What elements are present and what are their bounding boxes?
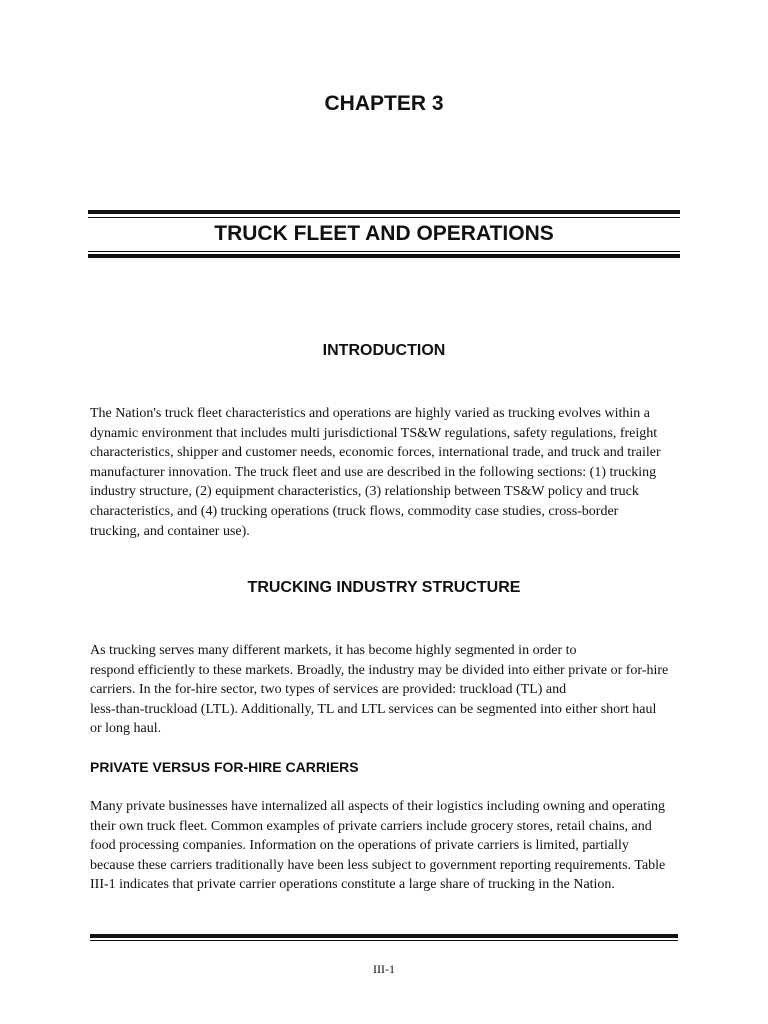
introduction-paragraph: [90, 404, 690, 541]
paragraph-line: As trucking serves many different markets, it has become highly segmented in order to: [90, 643, 577, 658]
footer-rule-thin: [90, 940, 678, 941]
paragraph-line: less-than-truckload (LTL). Additionally, TL and LTL services can be segmented into either short haul: [90, 701, 657, 717]
paragraph-line: trucking, and container use).: [90, 523, 250, 539]
paragraph-line: or long haul.: [90, 721, 162, 737]
title-rule-top-thick: [88, 210, 680, 214]
paragraph-line: dynamic environment that includes multi jurisdictional TS&W regulations, safety regulations, freight: [90, 425, 658, 441]
paragraph-line: characteristics, and (4) trucking operations (truck flows, commodity case studies, cross-border: [90, 503, 619, 519]
title-rule-bottom-thin: [88, 251, 680, 252]
industry-structure-paragraph: [90, 641, 690, 739]
title-rule-bottom-thick: [88, 254, 680, 258]
paragraph-line: food processing companies. Information on the operations of private carriers is limited, partially: [90, 838, 629, 854]
paragraph-line: characteristics, shipper and customer needs, economic forces, international trade, and truck and trailer: [90, 445, 661, 461]
title-rule-top-thin: [88, 217, 680, 218]
private-vs-for-hire-heading: PRIVATE VERSUS FOR-HIRE CARRIERS: [90, 759, 359, 775]
paragraph-line: their own truck fleet. Common examples of private carriers include grocery stores, retail chains, and: [90, 818, 652, 834]
paragraph-line: industry structure, (2) equipment characteristics, (3) relationship between TS&W policy and truck: [90, 484, 639, 500]
paragraph-line: The Nation's truck fleet characteristics and operations are highly varied as trucking evolves within a: [90, 406, 650, 421]
private-vs-for-hire-paragraph: [90, 797, 690, 895]
paragraph-line: III-1 indicates that private carrier operations constitute a large share of trucking in the Nation.: [90, 877, 615, 893]
paragraph-line: Many private businesses have internalized all aspects of their logistics including owning and operating: [90, 799, 666, 814]
paragraph-line: carriers. In the for-hire sector, two types of services are provided: truckload (TL) and: [90, 682, 567, 698]
paragraph-line: respond efficiently to these markets. Broadly, the industry may be divided into either private or for-hire: [90, 662, 669, 678]
footer-rule-thick: [90, 934, 678, 938]
paragraph-line: manufacturer innovation. The truck fleet and use are described in the following sections: (1) trucking: [90, 464, 657, 480]
introduction-heading: INTRODUCTION: [322, 342, 446, 359]
industry-structure-heading: TRUCKING INDUSTRY STRUCTURE: [247, 579, 521, 596]
chapter-label: CHAPTER 3: [324, 92, 444, 115]
page-number: III-1: [373, 962, 395, 976]
chapter-title: TRUCK FLEET AND OPERATIONS: [214, 222, 554, 245]
paragraph-line: because these carriers traditionally have been less subject to government reporting requirements. Table: [90, 857, 666, 873]
